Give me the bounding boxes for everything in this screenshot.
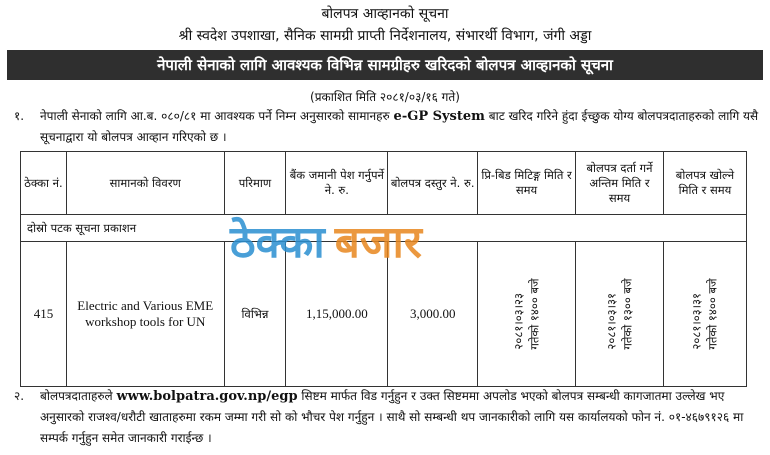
prebid-date: २०८१।०३।२३ xyxy=(511,293,526,350)
paragraph-text: सिष्टम मार्फत विड गर्नुहुन र उक्त सिष्टममा अपलोड भएको बोलपत्र सम्बन्धी कागजातमा उल्लेख भए अनुसारको राजश्व/धरौटी खाताहरुमा रकम जम्मा गरी सो को भौचर पेश गर्नुहुन । साथै सो सम्बन्धी थप जानकारीको लागि यस कार्यालयको फोन नं. ०१-४६७९१२६ मा सम्पर्क गर्नुहुन समेत जानकारी गराईन्छ । xyxy=(40,389,744,445)
paragraph-2 xyxy=(14,386,759,449)
paragraph-text: बाट खरिद गरिने हुंदा ईच्छुक योग्य बोलपत्रदाताहरुको लागि यसै सूचनाद्वारा यो बोलपत्र आव्हान गरिएको छ । xyxy=(40,109,759,144)
opening-date: २०८१।०३।३१ xyxy=(689,293,704,350)
office-name: श्री स्वदेश उपशाखा, सैनिक सामग्री प्राप्ती निर्देशनालय, संभारर्थी विभाग, जंगी अड्डा xyxy=(178,28,592,44)
item-description: Electric and Various EME workshop tools for UN xyxy=(66,242,224,387)
published-date: (प्रकाशित मिति २०८१/०३/१६ गते) xyxy=(310,90,460,104)
bolpatra-link[interactable]: www.bolpatra.gov.np/egp xyxy=(116,389,298,404)
header-prebid-meeting: प्रि-बिड मिटिङ्ग मिति र समय xyxy=(478,152,576,215)
table-header-row xyxy=(21,152,747,215)
header-bank-guarantee: बैंक जमानी पेश गर्नुपर्ने ने. रु. xyxy=(286,152,388,215)
contract-number: 415 xyxy=(21,242,67,387)
header-submission-deadline: बोलपत्र दर्ता गर्ने अन्तिम मिति र समय xyxy=(576,152,664,215)
bank-guarantee-amount: 1,15,000.00 xyxy=(286,242,388,387)
submission-cell xyxy=(576,242,664,387)
header-bid-fee: बोलपत्र दस्तुर ने. रु. xyxy=(388,152,478,215)
watermark-part-1: ठेक्का xyxy=(230,217,325,268)
header-bid-opening: बोलपत्र खोल्ने मिति र समय xyxy=(663,152,746,215)
watermark-logo xyxy=(230,210,422,270)
submission-date: २०८१।०३।३१ xyxy=(604,293,619,350)
watermark-part-2: बजार xyxy=(334,217,422,268)
paragraph-number: २. xyxy=(14,389,25,403)
header-quantity: परिमाण xyxy=(224,152,286,215)
header-contract-no: ठेक्का नं. xyxy=(21,152,67,215)
prebid-time: गतेको १४०० बजे xyxy=(527,278,542,350)
egp-system-label: e-GP System xyxy=(393,109,485,124)
notice-title: बोलपत्र आव्हानको सूचना xyxy=(321,6,449,22)
submission-time: गतेको १३०० बजे xyxy=(620,278,635,350)
header-item-description: सामानको विवरण xyxy=(66,152,224,215)
notice-banner: नेपाली सेनाको लागि आवश्यक विभिन्न सामग्रीहरु खरिदको बोलपत्र आव्हानको सूचना xyxy=(7,50,763,80)
opening-cell xyxy=(663,242,746,387)
section-label: दोस्रो पटक सूचना प्रकाशन xyxy=(21,215,747,242)
paragraph-text: नेपाली सेनाको लागि आ.ब. ०८०/८१ मा आवश्यक पर्ने निम्न अनुसारको सामानहरु xyxy=(40,109,390,123)
prebid-cell xyxy=(478,242,576,387)
paragraph-text: बोलपत्रदाताहरुले xyxy=(40,389,113,403)
opening-time: गतेको १४०० बजे xyxy=(705,278,720,350)
quantity: विभिन्न xyxy=(224,242,286,387)
bid-fee-amount: 3,000.00 xyxy=(388,242,478,387)
paragraph-number: १. xyxy=(14,109,25,123)
paragraph-1 xyxy=(14,106,759,148)
